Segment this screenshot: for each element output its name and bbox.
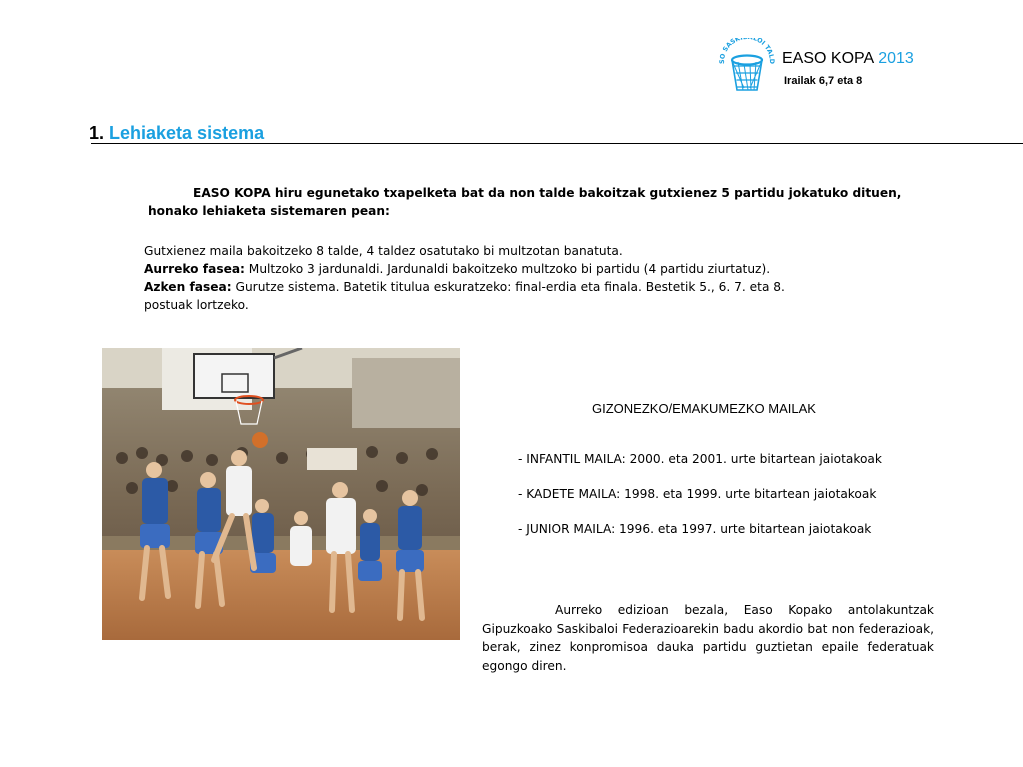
final-phase-text: Gurutze sistema. Batetik titulua eskuratzeko: final-erdia eta finala. Bestetik 5., 6. 7. eta 8. [231,280,785,294]
competition-details [144,242,804,314]
logo-text: SO SASK LOI TALD [718,38,776,65]
section-number: 1. [89,123,105,143]
event-name: EASO KOPA [782,50,875,67]
section-title: Lehiaketa sistema [109,123,265,143]
svg-text:EASO SASKIBALOI TALDEA [718,38,776,64]
teams-line: Gutxienez maila bakoitzeko 8 talde, 4 taldez osatutako bi multzotan banatuta. [144,244,623,258]
category-item-kadete: - KADETE MAILA: 1998. eta 1999. urte bitartean jaiotakoak [518,487,877,501]
event-title [782,50,914,68]
intro-paragraph [148,184,902,220]
intro-line-1: EASO KOPA hiru egunetako txapelketa bat da non talde bakoitzak gutxienez 5 partidu jokatuko dituen, [193,186,902,200]
first-phase-label: Aurreko fasea: [144,262,245,276]
first-phase-text: Multzoko 3 jardunaldi. Jardunaldi bakoitzeko multzoko bi partidu (4 partidu ziurtatuz). [244,262,771,276]
final-phase-line-2: postuak lortzeko. [144,298,249,312]
intro-line-2: honako lehiaketa sistemaren pean: [148,204,390,218]
categories-title: GIZONEZKO/EMAKUMEZKO MAILAK [592,401,816,416]
easo-logo [718,38,776,98]
event-year: 2013 [878,50,914,67]
section-heading [89,123,264,144]
basketball-photo [102,348,460,640]
event-dates: Irailak 6,7 eta 8 [784,75,863,87]
final-phase-label: Azken fasea: [144,280,232,294]
category-item-infantil: - INFANTIL MAILA: 2000. eta 2001. urte bitartean jaiotakoak [518,452,882,466]
categories-list [518,452,882,557]
category-item-junior: - JUNIOR MAILA: 1996. eta 1997. urte bitartean jaiotakoak [518,522,872,536]
final-phase-line [144,278,804,296]
first-phase-line [144,260,804,278]
heading-divider [91,143,1023,144]
federation-note: Aurreko edizioan bezala, Easo Kopako antolakuntzak Gipuzkoako Saskibaloi Federazioarekin badu akordio bat non federazioak, berak, zinez konpromisoa dauka partidu guztietan epaile federatuak egongo diren. [482,603,934,673]
